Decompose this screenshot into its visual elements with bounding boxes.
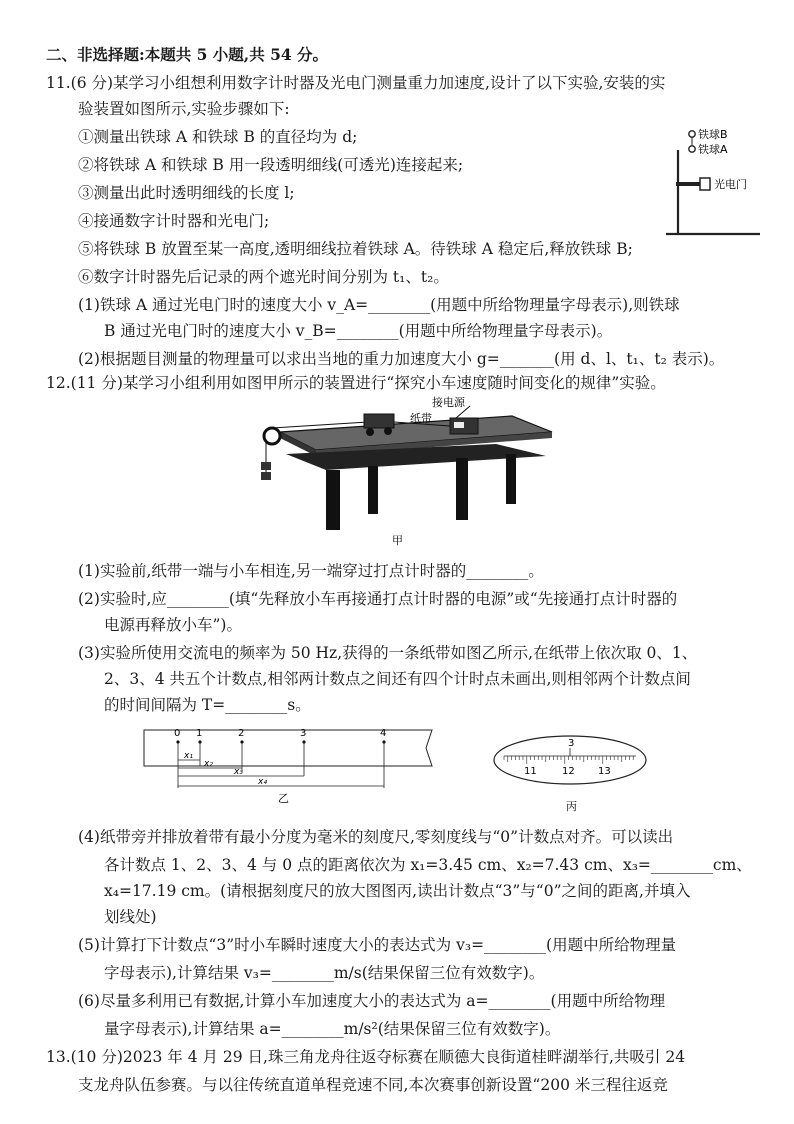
- svg-text:3: 3: [300, 728, 307, 739]
- tape-label: 纸带: [410, 412, 432, 425]
- q12-line-10: 划线处): [104, 908, 157, 926]
- svg-text:2: 2: [238, 728, 245, 739]
- q12-line-7: (4)纸带旁并排放着带有最小分度为毫米的刻度尺,零刻度线与“0”计数点对齐。可以读出: [78, 828, 674, 846]
- dim-x1: x₁: [184, 751, 193, 761]
- dim-x4: x₄: [258, 777, 267, 787]
- q12-line-11: (5)计算打下计数点“3”时小车瞬时速度大小的表达式为 v₃=________(用题中所给物理量: [78, 936, 677, 954]
- tape-point-3: [300, 728, 306, 744]
- figure-yi-label: 乙: [278, 792, 289, 804]
- tape-point-2: [238, 728, 244, 744]
- q11-step-1: ①测量出铁球 A 和铁球 B 的直径均为 d;: [78, 128, 358, 146]
- tape-point-0: [174, 728, 180, 744]
- q12-intro: 12.(11 分)某学习小组利用如图甲所示的装置进行“探究小车速度随时间变化的规律”实验。: [46, 374, 666, 392]
- svg-text:1: 1: [196, 728, 203, 739]
- q12-line-5: 2、3、4 共五个计数点,相邻两计数点之间还有四个计时点未画出,则相邻两个计数点间: [104, 670, 691, 688]
- power-label: 接电源: [432, 396, 465, 409]
- ruler-ticks: [504, 756, 633, 764]
- figure-jia-label: 甲: [392, 534, 403, 546]
- q12-line-4: (3)实验所使用交流电的频率为 50 Hz,获得的一条纸带如图乙所示,在纸带上依次取 0、1、: [78, 644, 698, 662]
- q13-line-2: 支龙舟队伍参赛。与以往传统直道单程竞速不同,本次赛事创新设置“200 米三程往返竞: [78, 1076, 668, 1094]
- q12-line-6: 的时间间隔为 T=________s。: [104, 696, 311, 714]
- q12-line-2: (2)实验时,应________(填“先释放小车再接通打点计时器的电源”或“先接通打点计时器的: [78, 590, 678, 608]
- q13-line-1: 13.(10 分)2023 年 4 月 29 日,珠三角龙舟往返夺标赛在顺德大良街道桂畔湖举行,共吸引 24: [46, 1048, 686, 1066]
- ball-b-label: 铁球B: [698, 128, 728, 141]
- ball-a-label: 铁球A: [698, 143, 728, 156]
- q12-line-13: (6)尽量多利用已有数据,计算小车加速度大小的表达式为 a=________(用题中所给物理: [78, 992, 666, 1010]
- q11-step-6: ⑥数字计时器先后记录的两个遮光时间分别为 t₁、t₂。: [78, 268, 449, 286]
- svg-text:4: 4: [380, 728, 387, 739]
- q12-line-8: 各计数点 1、2、3、4 与 0 点的距离依次为 x₁=3.45 cm、x₂=7.43 cm、x₃=________cm、: [104, 856, 752, 874]
- dim-x2: x₂: [204, 759, 213, 769]
- q11-step-3: ③测量出此时透明细线的长度 l;: [78, 184, 295, 202]
- svg-text:0: 0: [174, 728, 181, 739]
- ruler-label-11: 11: [524, 766, 537, 777]
- q12-line-9: x₄=17.19 cm。(请根据刻度尺的放大图图丙,读出计数点“3”与“0”之间的距离,并填入: [104, 882, 691, 900]
- section-header: 二、非选择题:本题共 5 小题,共 54 分。: [46, 45, 329, 64]
- q12-line-12: 字母表示),计算结果 v₃=________m/s(结果保留三位有效数字)。: [104, 964, 545, 982]
- cart-apparatus-figure-jia: [256, 396, 556, 546]
- q12-line-1: (1)实验前,纸带一端与小车相连,另一端穿过打点计时器的________。: [78, 562, 544, 580]
- ruler-label-13: 13: [598, 766, 611, 777]
- photogate-apparatus-figure: [660, 122, 770, 244]
- q11-intro-line-2: 验装置如图所示,实验步骤如下:: [78, 100, 290, 118]
- q11-part-1a: (1)铁球 A 通过光电门时的速度大小 v_A=________(用题中所给物理量字母表示),则铁球: [78, 296, 680, 314]
- q11-intro-line-1: 11.(6 分)某学习小组想利用数字计时器及光电门测量重力加速度,设计了以下实验,安装的实: [46, 74, 666, 92]
- q11-step-5: ⑤将铁球 B 放置至某一高度,透明细线拉着铁球 A。待铁球 A 稳定后,释放铁球 B;: [78, 240, 633, 258]
- q12-line-14: 量字母表示),计算结果 a=________m/s²(结果保留三位有效数字)。: [104, 1020, 561, 1038]
- tape-point-4: [380, 728, 386, 744]
- q11-part-2: (2)根据题目测量的物理量可以求出当地的重力加速度大小 g=_______(用 d、l、t₁、t₂ 表示)。: [78, 350, 725, 368]
- photogate-label: 光电门: [714, 178, 747, 191]
- tape-point-1: [196, 728, 202, 744]
- ruler-magnified-figure-bing: [490, 732, 650, 812]
- paper-tape-figure-yi: [140, 720, 440, 804]
- q11-part-1b: B 通过光电门时的速度大小 v_B=________(用题中所给物理量字母表示)。: [104, 322, 613, 340]
- ruler-label-12: 12: [562, 766, 575, 777]
- q11-step-4: ④接通数字计时器和光电门;: [78, 212, 270, 230]
- dim-x3: x₃: [234, 767, 243, 777]
- q12-line-3: 电源再释放小车”)。: [104, 616, 242, 634]
- ruler-top-label: 3: [568, 738, 575, 749]
- q11-step-2: ②将铁球 A 和铁球 B 用一段透明细线(可透光)连接起来;: [78, 156, 464, 174]
- figure-bing-label: 丙: [566, 800, 577, 812]
